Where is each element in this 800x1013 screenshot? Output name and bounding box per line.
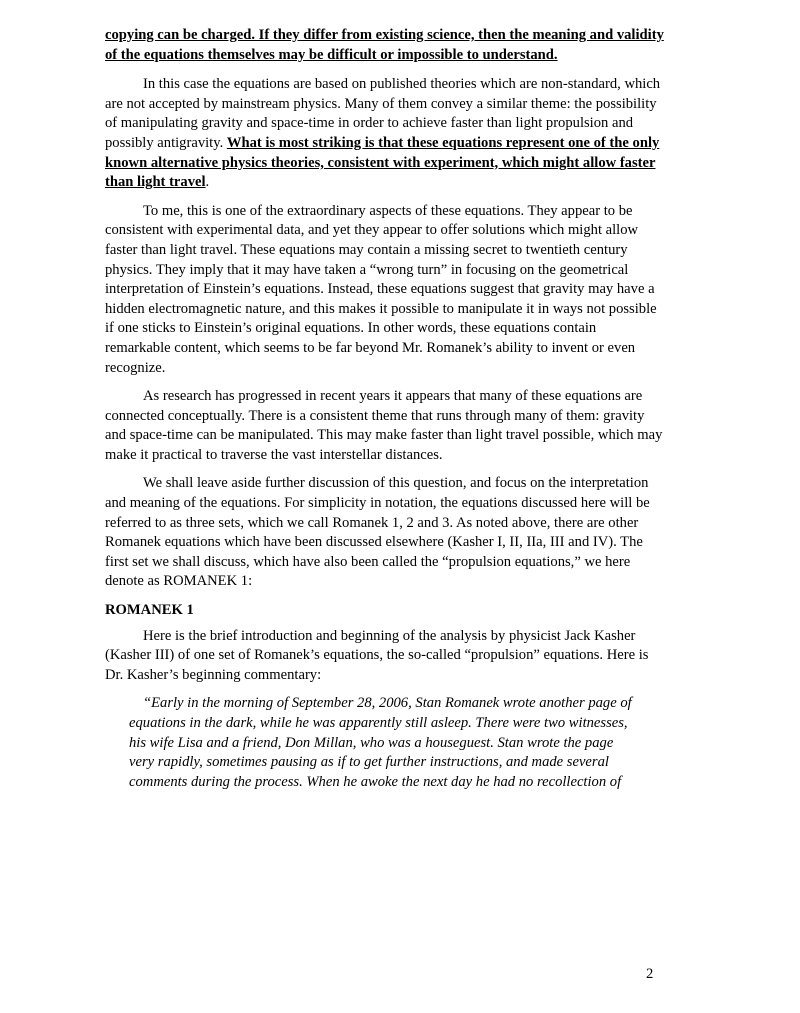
page-number: 2 — [646, 966, 654, 982]
document-page — [105, 26, 665, 792]
emphasis-text: What is most striking is that these equations represent one of the only known alternative physics theories, consistent with experiment, which might allow faster than light travel — [105, 134, 660, 191]
paragraph-extraordinary-aspects: To me, this is one of the extraordinary aspects of these equations. They appear to be consistent with experimental data, and yet they appear to offer solutions which might allow faster than light travel. These equations may contain a missing secret to twentieth century physics. They imply that it may have taken a “wrong turn” in focusing on the geometrical interpretation of Einstein’s equations. Instead, these equations suggest that gravity may have a hidden electromagnetic nature, and this makes it possible to manipulate it in ways not possible if one sticks to Einstein’s original equations. In other words, these equations contain remarkable content, which seems to be far beyond Mr. Romanek’s ability to invent or even recognize. — [105, 202, 657, 376]
paragraph-end: . — [205, 174, 210, 191]
section-heading: ROMANEK 1 — [105, 602, 194, 619]
lead-paragraph: copying can be charged. If they differ from existing science, then the meaning and validity of the equations themselves may be difficult or impossible to understand. — [105, 27, 664, 63]
paragraph-introduction: Here is the brief introduction and beginning of the analysis by physicist Jack Kasher (Kasher III) of one set of Romanek’s equations, the so-called “propulsion” equations. Here is Dr. Kasher’s beginning commentary: — [105, 627, 649, 683]
block-quote: “Early in the morning of September 28, 2006, Stan Romanek wrote another page of equations in the dark, while he was apparently still asleep. There were two witnesses, his wife Lisa and a friend, Don Millan, who was a houseguest. Stan wrote the page very rapidly, sometimes pausing as if to get further instructions, and made several comments during the process. When he awoke the next day he had no recollection of — [129, 695, 632, 790]
paragraph-research-progress: As research has progressed in recent years it appears that many of these equations are connected conceptually. There is a consistent theme that runs through many of them: gravity and space-time can be manipulated. This may make faster than light travel possible, which may make it practical to traverse the vast interstellar distances. — [105, 388, 663, 463]
paragraph-notation: We shall leave aside further discussion of this question, and focus on the interpretation and meaning of the equations. For simplicity in notation, the equations discussed here will be referred to as three sets, which we call Romanek 1, 2 and 3. As noted above, there are other Romanek equations which have been discussed elsewhere (Kasher I, II, IIa, III and IV). The first set we shall discuss, which have also been called the “propulsion equations,” we here denote as ROMANEK 1: — [105, 475, 650, 590]
paragraph-nonstandard-theories — [105, 75, 665, 193]
paragraph-text: In this case the equations are based on published theories which are non-standard, which are not accepted by mainstream physics. Many of them convey a similar theme: the possibility of manipulating gravity and space-time in order to achieve faster than light propulsion and possibly antigravity. — [105, 76, 661, 151]
